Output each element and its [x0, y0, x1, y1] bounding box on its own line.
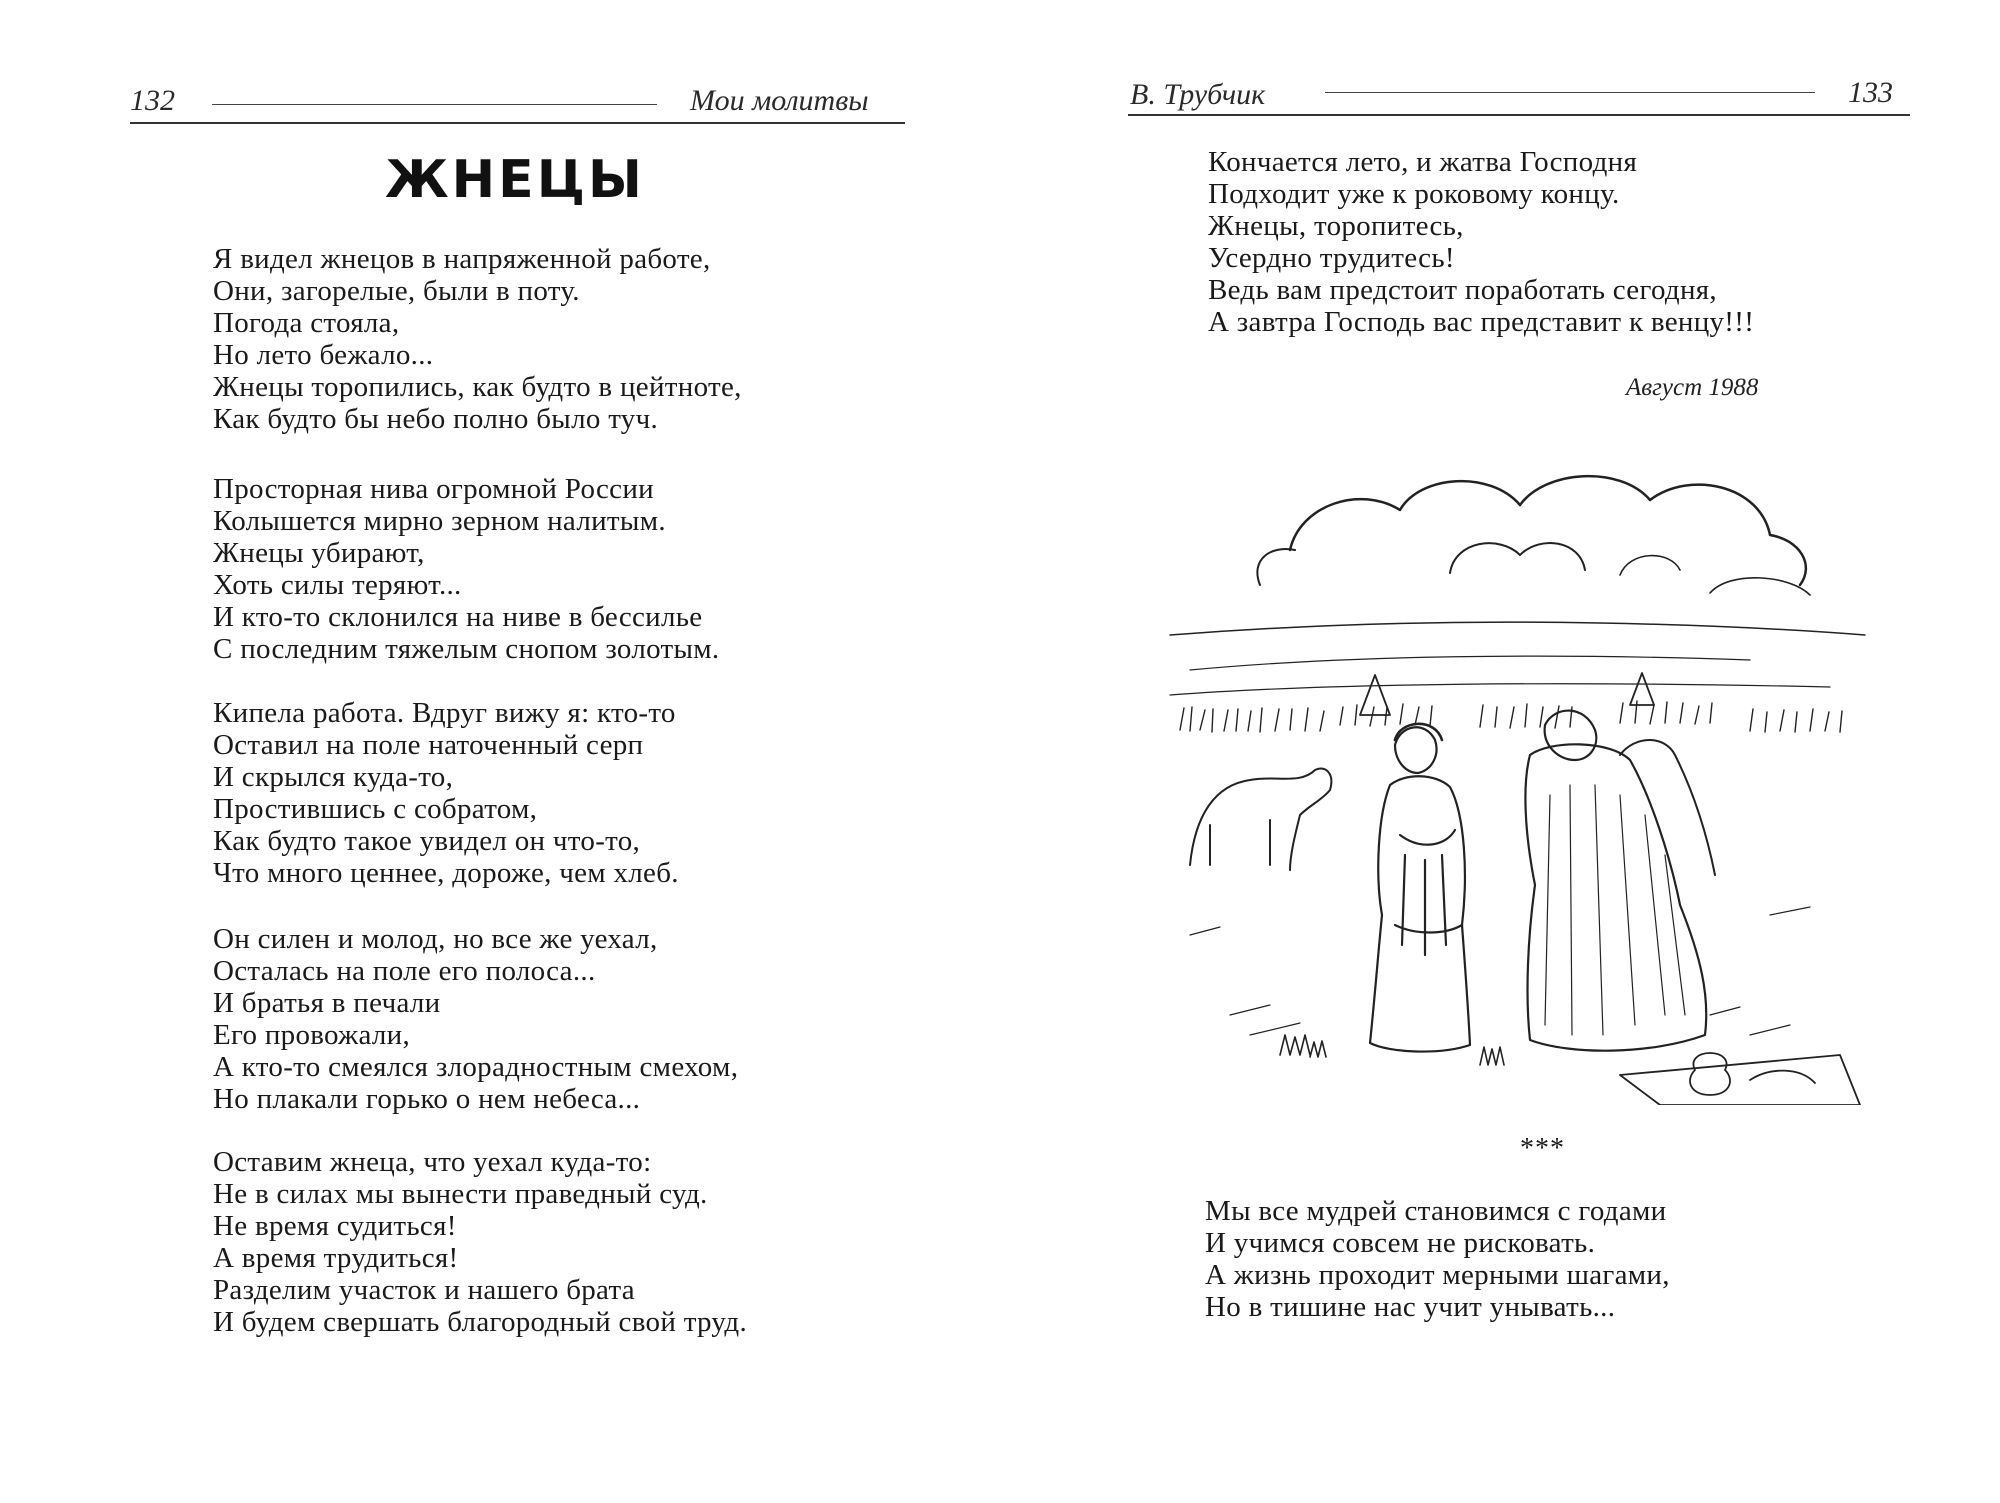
poem-line: Ведь вам предстоит поработать сегодня,	[1208, 274, 1717, 306]
poem-line: Хоть силы теряют...	[213, 569, 462, 601]
poem-line: Кончается лето, и жатва Господня	[1208, 146, 1638, 178]
poem-line: Оставим жнеца, что уехал куда-то:	[213, 1146, 652, 1178]
poem-line: Мы все мудрей становимся с годами	[1205, 1195, 1667, 1227]
poem-line: Подходит уже к роковому концу.	[1208, 178, 1620, 210]
poem-line: Жнецы убирают,	[213, 537, 425, 569]
poem-line: Они, загорелые, были в поту.	[213, 275, 580, 307]
cloth	[1620, 1055, 1860, 1105]
poem-line: Разделим участок и нашего брата	[213, 1274, 635, 1306]
poem-date: Август 1988	[1626, 374, 1759, 401]
poem-line: Усердно трудитесь!	[1208, 242, 1455, 274]
poem-line: Как будто бы небо полно было туч.	[213, 403, 659, 435]
poem-line: Просторная нива огромной России	[213, 473, 654, 505]
author-name: В. Трубчик	[1130, 78, 1266, 111]
poem-line: А время трудиться!	[213, 1242, 459, 1274]
poem-line: Погода стояла,	[213, 307, 400, 339]
reapers-illustration	[1150, 455, 1880, 1105]
stubble-row	[1180, 701, 1842, 732]
poem-line: И братья в печали	[213, 987, 441, 1019]
cloud-outline	[1620, 556, 1680, 575]
next-poem	[1205, 1195, 1670, 1323]
pitcher-icon	[1690, 1053, 1730, 1095]
poem-line: И кто-то склонился на ниве в бессилье	[213, 601, 703, 633]
sheaf	[1360, 675, 1390, 715]
header-underline	[130, 122, 905, 124]
horse	[1190, 769, 1331, 870]
poem-line: И скрылся куда-то,	[213, 761, 454, 793]
stanza-3	[213, 697, 679, 889]
poem-line: А кто-то смеялся злорадностным смехом,	[213, 1051, 739, 1083]
poem-line: Что много ценнее, дороже, чем хлеб.	[213, 857, 679, 889]
poem-line: Но лето бежало...	[213, 339, 434, 371]
poem-line: Его провожали,	[213, 1019, 411, 1051]
stanza-2	[213, 473, 720, 665]
poem-line: Не время судиться!	[213, 1210, 457, 1242]
poem-line: Но плакали горько о нем небеса...	[213, 1083, 641, 1115]
poem-line: Не в силах мы вынести праведный суд.	[213, 1178, 708, 1210]
header-rule	[212, 104, 657, 105]
ground-hatch	[1190, 907, 1810, 1035]
stanza-1	[213, 243, 742, 435]
poem-line: А жизнь проходит мерными шагами,	[1205, 1259, 1670, 1291]
stanza-4	[213, 923, 738, 1115]
poem-line: Колышется мирно зерном налитым.	[213, 505, 666, 537]
poem-line: Жнецы торопились, как будто в цейтноте,	[213, 371, 742, 403]
poem-line: С последним тяжелым снопом золотым.	[213, 633, 720, 665]
cloud-outline	[1450, 543, 1585, 573]
horizon-line	[1170, 622, 1865, 635]
cloud-outline	[1710, 578, 1810, 595]
stanza-5	[213, 1146, 747, 1338]
poem-title: ЖНЕЦЫ	[385, 150, 645, 210]
poem-line: И будем свершать благородный свой труд.	[213, 1306, 748, 1338]
poem-line: И учимся совсем не рисковать.	[1205, 1227, 1596, 1259]
section-separator: ***	[1520, 1133, 1565, 1164]
right-page-number: 133	[1848, 76, 1893, 109]
poem-line: Я видел жнецов в напряженной работе,	[213, 243, 711, 275]
field-line	[1170, 684, 1830, 695]
woman-figure	[1370, 724, 1470, 1052]
cloud-outline	[1257, 549, 1295, 585]
poem-line: Оставил на поле наточенный серп	[213, 729, 644, 761]
poem-line: Простившись с собратом,	[213, 793, 538, 825]
bread	[1750, 1071, 1815, 1083]
poem-line: Но в тишине нас учит унывать...	[1205, 1291, 1616, 1323]
poem-line: А завтра Господь вас представит к венцу!!!	[1208, 306, 1755, 338]
sheaf	[1630, 673, 1654, 705]
poem-line: Жнецы, торопитесь,	[1208, 210, 1464, 242]
running-title: Мои молитвы	[690, 84, 869, 117]
reaper-figure	[1525, 711, 1715, 1051]
field-line	[1190, 656, 1750, 670]
poem-line: Осталась на поле его полоса...	[213, 955, 596, 987]
header-rule	[1325, 92, 1815, 93]
header-underline	[1128, 114, 1910, 116]
cloud-outline	[1290, 476, 1806, 585]
stanza-6	[1208, 146, 1754, 338]
poem-line: Кипела работа. Вдруг вижу я: кто-то	[213, 697, 676, 729]
poem-line: Как будто такое увидел он что-то,	[213, 825, 641, 857]
poem-line: Он силен и молод, но все же уехал,	[213, 923, 658, 955]
left-page-number: 132	[130, 84, 175, 117]
